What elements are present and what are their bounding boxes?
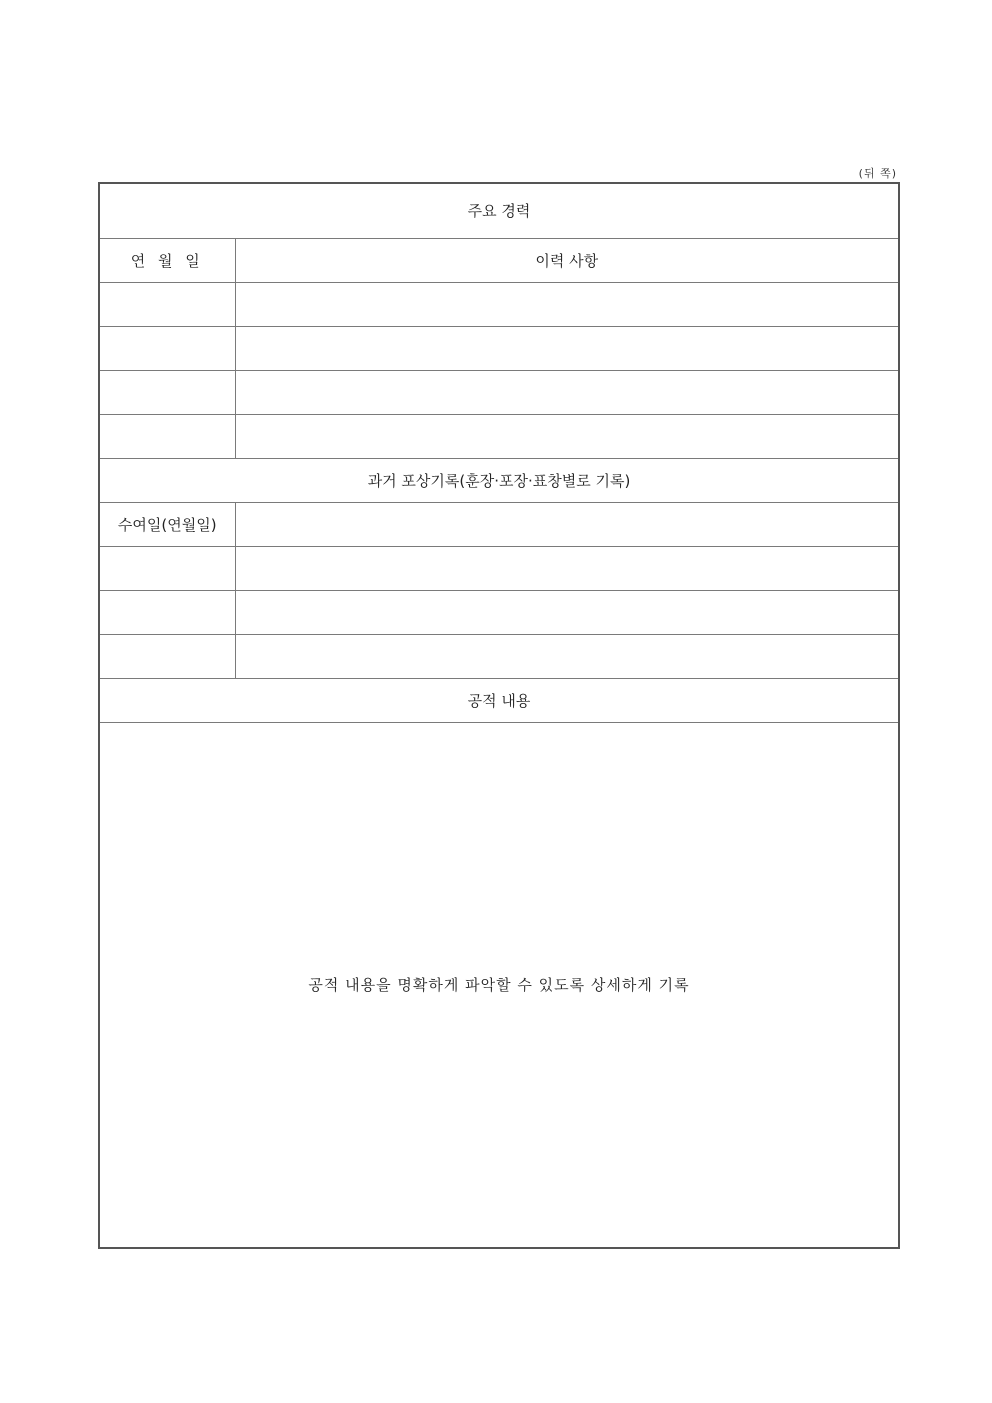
career-desc-cell[interactable] (235, 370, 899, 414)
career-section-title: 주요 경력 (99, 183, 899, 238)
career-column-header-row (99, 238, 899, 282)
awards-date-header: 수여일(연월일) (99, 502, 235, 546)
career-desc-cell[interactable] (235, 282, 899, 326)
awards-date-cell[interactable] (99, 546, 235, 590)
page-side-label: (뒤 쪽) (858, 167, 897, 180)
awards-row (99, 634, 899, 678)
awards-date-cell[interactable] (99, 634, 235, 678)
career-date-cell[interactable] (99, 414, 235, 458)
career-date-cell[interactable] (99, 282, 235, 326)
awards-desc-cell[interactable] (235, 634, 899, 678)
awards-desc-header[interactable] (235, 502, 899, 546)
awards-column-header-row (99, 502, 899, 546)
career-desc-cell[interactable] (235, 326, 899, 370)
merit-section-title: 공적 내용 (99, 678, 899, 722)
career-row (99, 326, 899, 370)
career-desc-cell[interactable] (235, 414, 899, 458)
career-row (99, 282, 899, 326)
awards-date-cell[interactable] (99, 590, 235, 634)
merit-body-row (99, 722, 899, 1248)
awards-section-title: 과거 포상기록(훈장·포장·표창별로 기록) (99, 458, 899, 502)
awards-section-header-row (99, 458, 899, 502)
awards-row (99, 590, 899, 634)
career-date-header: 연 월 일 (99, 238, 235, 282)
career-row (99, 414, 899, 458)
career-desc-header: 이력 사항 (235, 238, 899, 282)
merit-form-table (98, 182, 900, 1249)
awards-row (99, 546, 899, 590)
merit-section-header-row (99, 678, 899, 722)
career-row (99, 370, 899, 414)
awards-desc-cell[interactable] (235, 590, 899, 634)
awards-desc-cell[interactable] (235, 546, 899, 590)
merit-body-text[interactable]: 공적 내용을 명확하게 파악할 수 있도록 상세하게 기록 (99, 722, 899, 1248)
career-date-cell[interactable] (99, 370, 235, 414)
career-date-cell[interactable] (99, 326, 235, 370)
career-section-header-row (99, 183, 899, 238)
